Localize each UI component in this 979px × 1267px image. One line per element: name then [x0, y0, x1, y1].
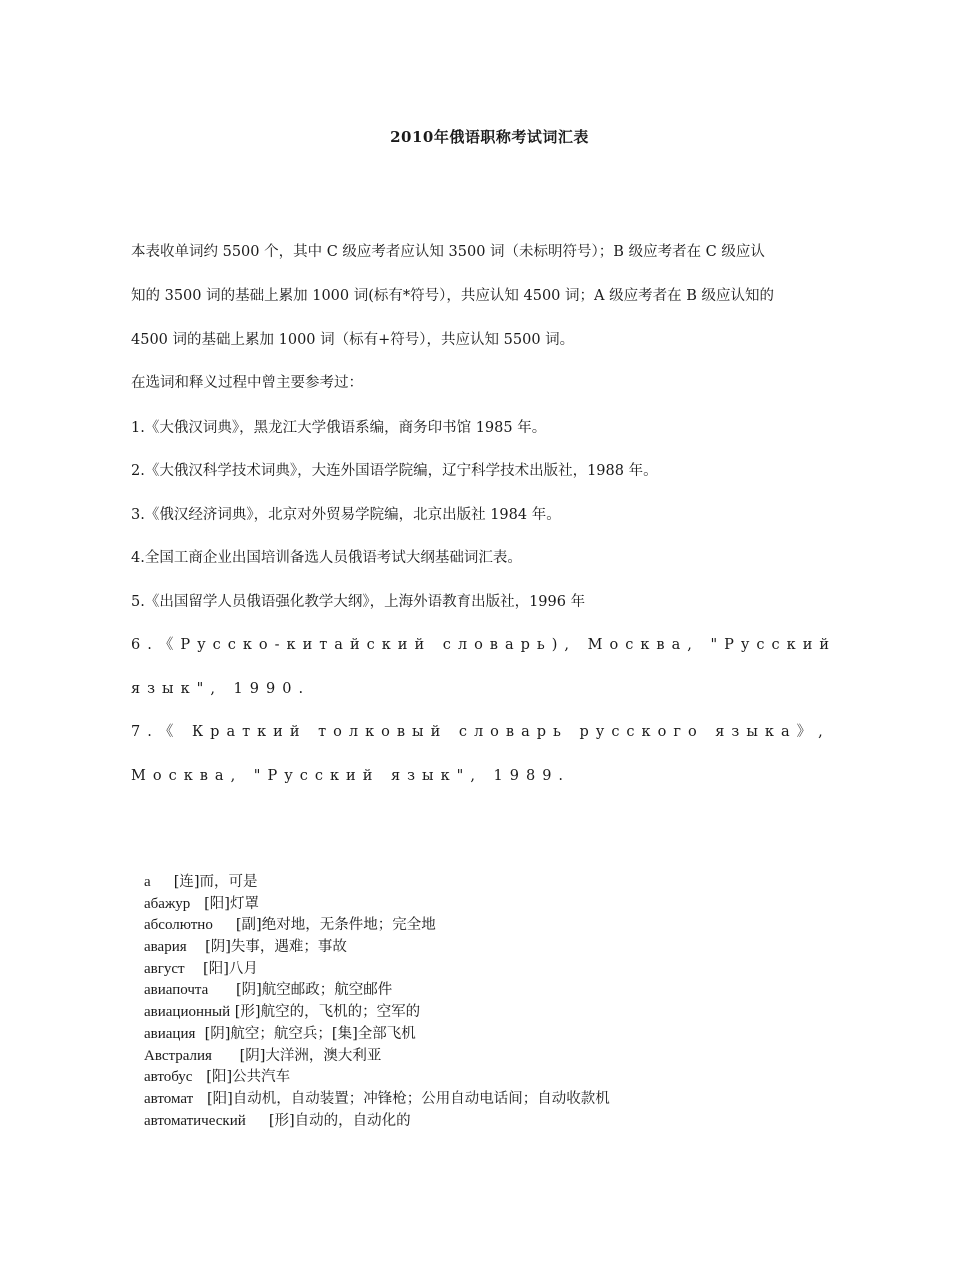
vocab-entry	[144, 1067, 844, 1089]
vocab-definition: [阴]失事，遇难；事故	[205, 939, 347, 956]
reference-2: 2.《大俄汉科学技术词典》，大连外国语学院编，辽宁科学技术出版社，1988 年。	[131, 463, 658, 479]
reference-4: 4.全国工商企业出国培训备选人员俄语考试大纲基础词汇表。	[131, 550, 522, 566]
vocab-definition: [阳]公共汽车	[206, 1069, 291, 1086]
vocab-entry	[144, 1024, 844, 1046]
vocab-entry	[144, 894, 844, 916]
vocab-word: абажур	[144, 895, 191, 912]
reference-5: 5.《出国留学人员俄语强化教学大纲》，上海外语教育出版社，1996 年	[131, 594, 586, 610]
vocab-entry	[144, 937, 844, 959]
vocab-definition: [阴]大洋洲，澳大利亚	[239, 1047, 382, 1064]
reference-7-line-1: 7.《 Краткий толковый словарь русского языка》,	[131, 724, 830, 740]
intro-line-4: 在选词和释义过程中曾主要参考过：	[131, 375, 363, 391]
reference-1: 1.《大俄汉词典》，黑龙江大学俄语系编，商务印书馆 1985 年。	[131, 420, 547, 436]
vocab-gap	[213, 982, 236, 998]
vocab-gap	[189, 961, 203, 977]
vocab-word: автомат	[144, 1090, 194, 1107]
vocab-word: автобус	[144, 1069, 193, 1086]
vocab-gap	[197, 1069, 206, 1085]
reference-6-line-2: язык", 1990.	[131, 681, 311, 697]
vocab-entry	[144, 915, 844, 937]
vocab-definition: [形]自动的，自动化的	[268, 1112, 411, 1129]
vocab-entry	[144, 980, 844, 1002]
vocab-gap	[195, 896, 204, 912]
vocab-entry	[144, 1046, 844, 1068]
vocab-definition: [阳]灯罩	[204, 895, 259, 912]
intro-line-1: 本表收单词约 5500 个，其中 C 级应考者应认知 3500 词（未标明符号）；B 级应考者在 C 级应认	[131, 244, 765, 260]
vocab-word: авария	[144, 939, 187, 956]
vocab-word: автоматический	[144, 1112, 246, 1129]
vocab-word: авиация	[144, 1025, 196, 1042]
vocab-definition: [形]航空的，飞机的；空军的	[234, 1004, 421, 1021]
vocab-definition: [副]绝对地，无条件地；完全地	[235, 917, 436, 934]
vocab-word: а	[144, 874, 151, 890]
vocab-definition: [阴]航空邮政；航空邮件	[235, 982, 393, 999]
vocabulary-list	[144, 872, 844, 1132]
vocab-word: Австралия	[144, 1047, 212, 1064]
vocab-entry	[144, 1089, 844, 1111]
intro-line-3: 4500 词的基础上累加 1000 词（标有+符号），共应认知 5500 词。	[131, 332, 575, 348]
vocab-word: абсолютно	[144, 917, 213, 934]
reference-6-line-1: 6.《Русско-китайский словарь), Москва, "Русский	[131, 637, 837, 653]
vocab-entry	[144, 872, 844, 894]
vocab-word: авиационный	[144, 1004, 231, 1021]
vocab-entry	[144, 1002, 844, 1024]
vocab-word: август	[144, 960, 185, 977]
vocab-gap	[155, 874, 173, 890]
vocab-definition: [阴]航空；航空兵；[集]全部飞机	[204, 1025, 416, 1042]
page-title: 2010年俄语职称考试词汇表	[390, 128, 589, 146]
intro-line-2: 知的 3500 词的基础上累加 1000 词(标有*符号），共应认知 4500 词；A 级应考者在 B 级应认知的	[131, 288, 774, 304]
vocab-gap	[217, 1048, 240, 1064]
vocab-word: авиапочта	[144, 982, 209, 999]
vocab-entry	[144, 1111, 844, 1133]
vocab-gap	[250, 1113, 268, 1129]
vocab-gap	[191, 939, 205, 955]
vocab-definition: [阳]八月	[203, 960, 258, 977]
vocab-definition: [阳]自动机，自动装置；冲锋枪；公用自动电话间；自动收款机	[206, 1090, 610, 1107]
vocab-definition: [连]而，可是	[173, 874, 258, 890]
reference-7-line-2: Москва, "Русский язык", 1989.	[131, 768, 571, 784]
reference-3: 3.《俄汉经济词典》，北京对外贸易学院编，北京出版社 1984 年。	[131, 507, 561, 523]
vocab-entry	[144, 959, 844, 981]
vocab-gap	[217, 917, 235, 933]
vocab-gap	[198, 1091, 207, 1107]
